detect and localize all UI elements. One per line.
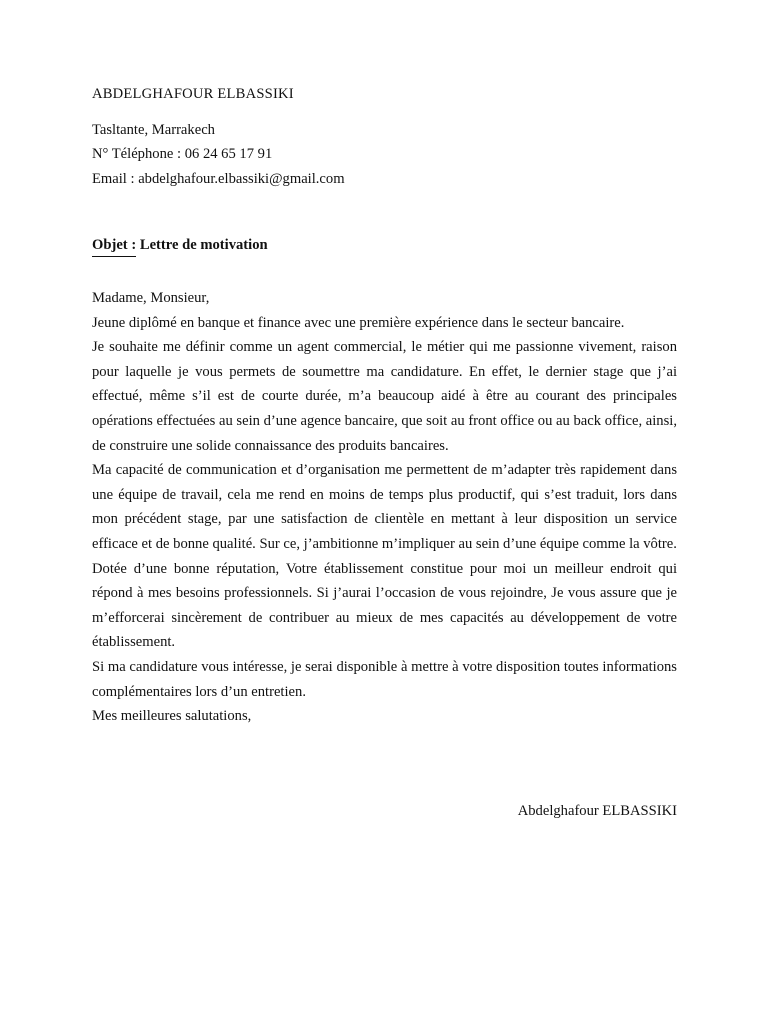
subject-line [92, 237, 268, 257]
sender-phone: N° Téléphone : 06 24 65 17 91 [92, 146, 273, 162]
paragraph-1: Jeune diplômé en banque et finance avec une première expérience dans le secteur bancaire. [92, 314, 625, 331]
paragraph-2: Je souhaite me définir comme un agent commercial, le métier qui me passionne vivement, raison pour laquelle je vous permets de soumettre ma candidature. En effet, le dernier stage que j’ai effectué, même s’il est de courte durée, m’a beaucoup aidé à être au courant des principales opérations effectuées au sein d’une agence bancaire, que soit au front office ou au back office, ainsi, de construire une solide connaissance des produits bancaires. [92, 339, 677, 454]
subject-text: Lettre de motivation [136, 237, 268, 253]
paragraph-5: Si ma candidature vous intéresse, je serai disponible à mettre à votre disposition toutes informations complémentaires lors d’un entretien. [92, 658, 677, 700]
sender-email: Email : abdelghafour.elbassiki@gmail.com [92, 171, 345, 187]
paragraph-4: Dotée d’une bonne réputation, Votre établissement constitue pour moi un meilleur endroit qui répond à mes besoins professionnels. Si j’aurai l’occasion de vous rejoindre, Je vous assure que je m’efforcerai sincèrement de contribuer au mieux de mes capacités au développement de votre établissement. [92, 560, 677, 651]
sender-name: ABDELGHAFOUR ELBASSIKI [92, 86, 294, 102]
sender-address: Tasltante, Marrakech [92, 122, 215, 138]
salutation: Madame, Monsieur, [92, 290, 210, 306]
subject-prefix: Objet : [92, 237, 136, 257]
signature: Abdelghafour ELBASSIKI [517, 803, 677, 819]
paragraph-3: Ma capacité de communication et d’organisation me permettent de m’adapter très rapidement dans une équipe de travail, cela me rend en moins de temps plus productif, qui s’est traduit, lors dans mon précédent stage, par une satisfaction de clientèle en mettant à leur disposition un service efficace et de bonne qualité. Sur ce, j’ambitionne m’impliquer au sein d’une équipe comme la vôtre. [92, 462, 677, 552]
letter-body [92, 286, 677, 729]
closing: Mes meilleures salutations, [92, 708, 252, 725]
